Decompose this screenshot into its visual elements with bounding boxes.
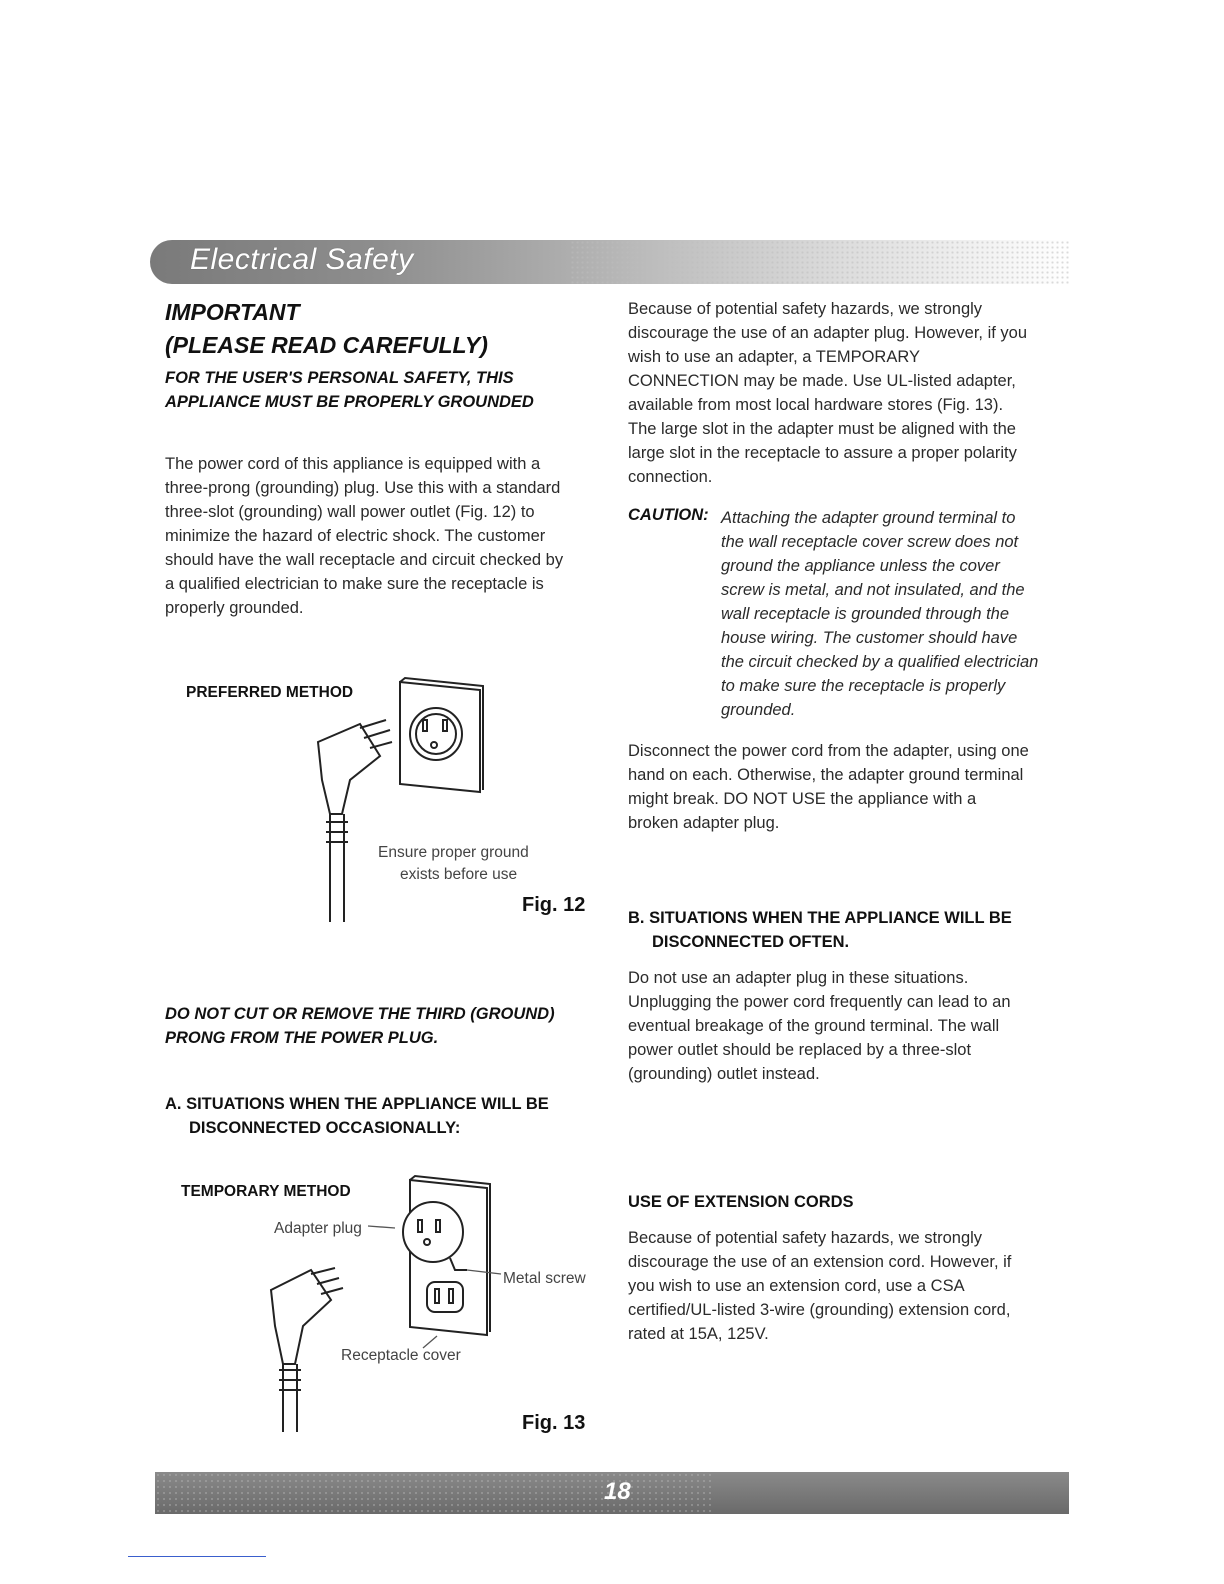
power-cord-shape xyxy=(283,1364,297,1432)
metal-screw-label: Metal screw xyxy=(503,1270,586,1287)
fig12-illustration xyxy=(300,672,500,942)
temporary-method-label: TEMPORARY METHOD xyxy=(181,1183,351,1200)
text-line: properly grounded. xyxy=(165,599,304,617)
disconnect-paragraph xyxy=(628,739,1078,835)
fig13-illustration xyxy=(255,1170,505,1440)
text-line: CONNECTION may be made. Use UL-listed adapter, xyxy=(628,372,1016,390)
section-b-paragraph xyxy=(628,966,1078,1086)
text-line: Disconnect the power cord from the adapter, using one xyxy=(628,742,1029,760)
text-line: wish to use an adapter, a TEMPORARY xyxy=(628,348,920,366)
extension-cords-paragraph xyxy=(628,1226,1078,1346)
grounding-paragraph xyxy=(165,452,605,620)
text-line: grounded. xyxy=(721,701,796,719)
text-line: minimize the hazard of electric shock. The customer xyxy=(165,527,546,545)
important-line1: IMPORTANT xyxy=(165,299,300,325)
wall-plate-edge xyxy=(400,678,483,790)
text-line: broken adapter plug. xyxy=(628,814,780,832)
cover-leader-line xyxy=(423,1336,437,1348)
text-line: should have the wall receptacle and circuit checked by xyxy=(165,551,564,569)
section-a-line1: A. SITUATIONS WHEN THE APPLIANCE WILL BE xyxy=(165,1095,549,1113)
text-line: Unplugging the power cord frequently can lead to an xyxy=(628,993,1011,1011)
important-heading xyxy=(165,296,488,362)
plug-body-shape xyxy=(318,724,380,814)
adapter-plug-shape xyxy=(403,1202,463,1262)
fig12-caption xyxy=(378,842,529,886)
text-line: to make sure the receptacle is properly xyxy=(721,677,1006,695)
text-line: the wall receptacle cover screw does not xyxy=(721,533,1019,551)
adapter-leader-line xyxy=(368,1226,395,1228)
text-line: certified/UL-listed 3-wire (grounding) extension cord, xyxy=(628,1301,1011,1319)
text-line: might break. DO NOT USE the appliance with a xyxy=(628,790,977,808)
section-b-heading xyxy=(628,906,1078,954)
bottom-hairline xyxy=(128,1556,266,1557)
text-line: wall receptacle is grounded through the xyxy=(721,605,1010,623)
text-line: The large slot in the adapter must be aligned with the xyxy=(628,420,1016,438)
outlet-slot-left xyxy=(423,720,427,731)
text-line: connection. xyxy=(628,468,713,486)
fig12-label: Fig. 12 xyxy=(522,894,586,916)
adapter-paragraph xyxy=(628,297,1078,489)
page-number: 18 xyxy=(604,1478,631,1505)
outlet-slot-right xyxy=(443,720,447,731)
text-line: (grounding) outlet instead. xyxy=(628,1065,820,1083)
receptacle-cover-label: Receptacle cover xyxy=(341,1347,461,1364)
text-line: available from most local hardware stores (Fig. 13). xyxy=(628,396,1004,414)
text-line: the circuit checked by a qualified electrician xyxy=(721,653,1039,671)
caution-label: CAUTION: xyxy=(628,506,709,524)
fig12-caption-line2: exists before use xyxy=(400,866,518,883)
outlet-ground-hole xyxy=(431,742,437,748)
text-line: power outlet should be replaced by a three-slot xyxy=(628,1041,972,1059)
text-line: large slot in the receptacle to assure a proper polarity xyxy=(628,444,1017,462)
text-line: hand on each. Otherwise, the adapter ground terminal xyxy=(628,766,1024,784)
section-a-line2: DISCONNECTED OCCASIONALLY: xyxy=(189,1119,461,1137)
caution-text xyxy=(721,506,1081,722)
outlet-face xyxy=(410,708,462,760)
adapter-ground-tab xyxy=(450,1258,467,1270)
lower-slot-left xyxy=(435,1289,439,1303)
fig13-label: Fig. 13 xyxy=(522,1412,586,1434)
text-line: Attaching the adapter ground terminal to xyxy=(721,509,1016,527)
section-b-line2: DISCONNECTED OFTEN. xyxy=(652,933,850,951)
text-line: discourage the use of an adapter plug. However, if you xyxy=(628,324,1028,342)
text-line: rated at 15A, 125V. xyxy=(628,1325,769,1343)
text-line: three-slot (grounding) wall power outlet (Fig. 12) to xyxy=(165,503,535,521)
safety-subheading xyxy=(165,366,605,414)
warning-line1: DO NOT CUT OR REMOVE THE THIRD (GROUND) xyxy=(165,1005,555,1023)
text-line: ground the appliance unless the cover xyxy=(721,557,1000,575)
text-line: three-prong (grounding) plug. Use this with a standard xyxy=(165,479,561,497)
preferred-method-label: PREFERRED METHOD xyxy=(186,684,354,701)
banner-dot-pattern xyxy=(570,240,1070,284)
text-line: discourage the use of an extension cord. However, if xyxy=(628,1253,1012,1271)
text-line: house wiring. The customer should have xyxy=(721,629,1018,647)
text-line: a qualified electrician to make sure the receptacle is xyxy=(165,575,544,593)
text-line: The power cord of this appliance is equipped with a xyxy=(165,455,541,473)
section-b-line1: B. SITUATIONS WHEN THE APPLIANCE WILL BE xyxy=(628,909,1012,927)
text-line: Because of potential safety hazards, we strongly xyxy=(628,1229,983,1247)
footer-dot-pattern xyxy=(155,1472,715,1514)
text-line: Do not use an adapter plug in these situations. xyxy=(628,969,969,987)
text-line: screw is metal, and not insulated, and the xyxy=(721,581,1025,599)
section-a-heading xyxy=(165,1092,605,1140)
extension-cords-heading: USE OF EXTENSION CORDS xyxy=(628,1193,854,1211)
power-cord-shape xyxy=(330,814,344,922)
ground-prong-warning xyxy=(165,1002,605,1050)
text-line: you wish to use an extension cord, use a CSA xyxy=(628,1277,965,1295)
adapter-plug-label: Adapter plug xyxy=(274,1220,362,1237)
text-line: Because of potential safety hazards, we strongly xyxy=(628,300,983,318)
text-line: eventual breakage of the ground terminal. The wall xyxy=(628,1017,1000,1035)
page-title: Electrical Safety xyxy=(190,243,414,276)
warning-line2: PRONG FROM THE POWER PLUG. xyxy=(165,1029,439,1047)
plug-body-shape xyxy=(271,1270,331,1364)
screw-leader-line xyxy=(467,1270,501,1274)
important-line2: (PLEASE READ CAREFULLY) xyxy=(165,332,488,358)
lower-outlet-shape xyxy=(427,1282,463,1312)
wall-plate-shape xyxy=(400,682,480,792)
safety-line2: APPLIANCE MUST BE PROPERLY GROUNDED xyxy=(165,393,534,411)
safety-line1: FOR THE USER'S PERSONAL SAFETY, THIS xyxy=(165,369,514,387)
lower-slot-right xyxy=(449,1289,453,1303)
fig12-caption-line1: Ensure proper ground xyxy=(378,844,529,861)
